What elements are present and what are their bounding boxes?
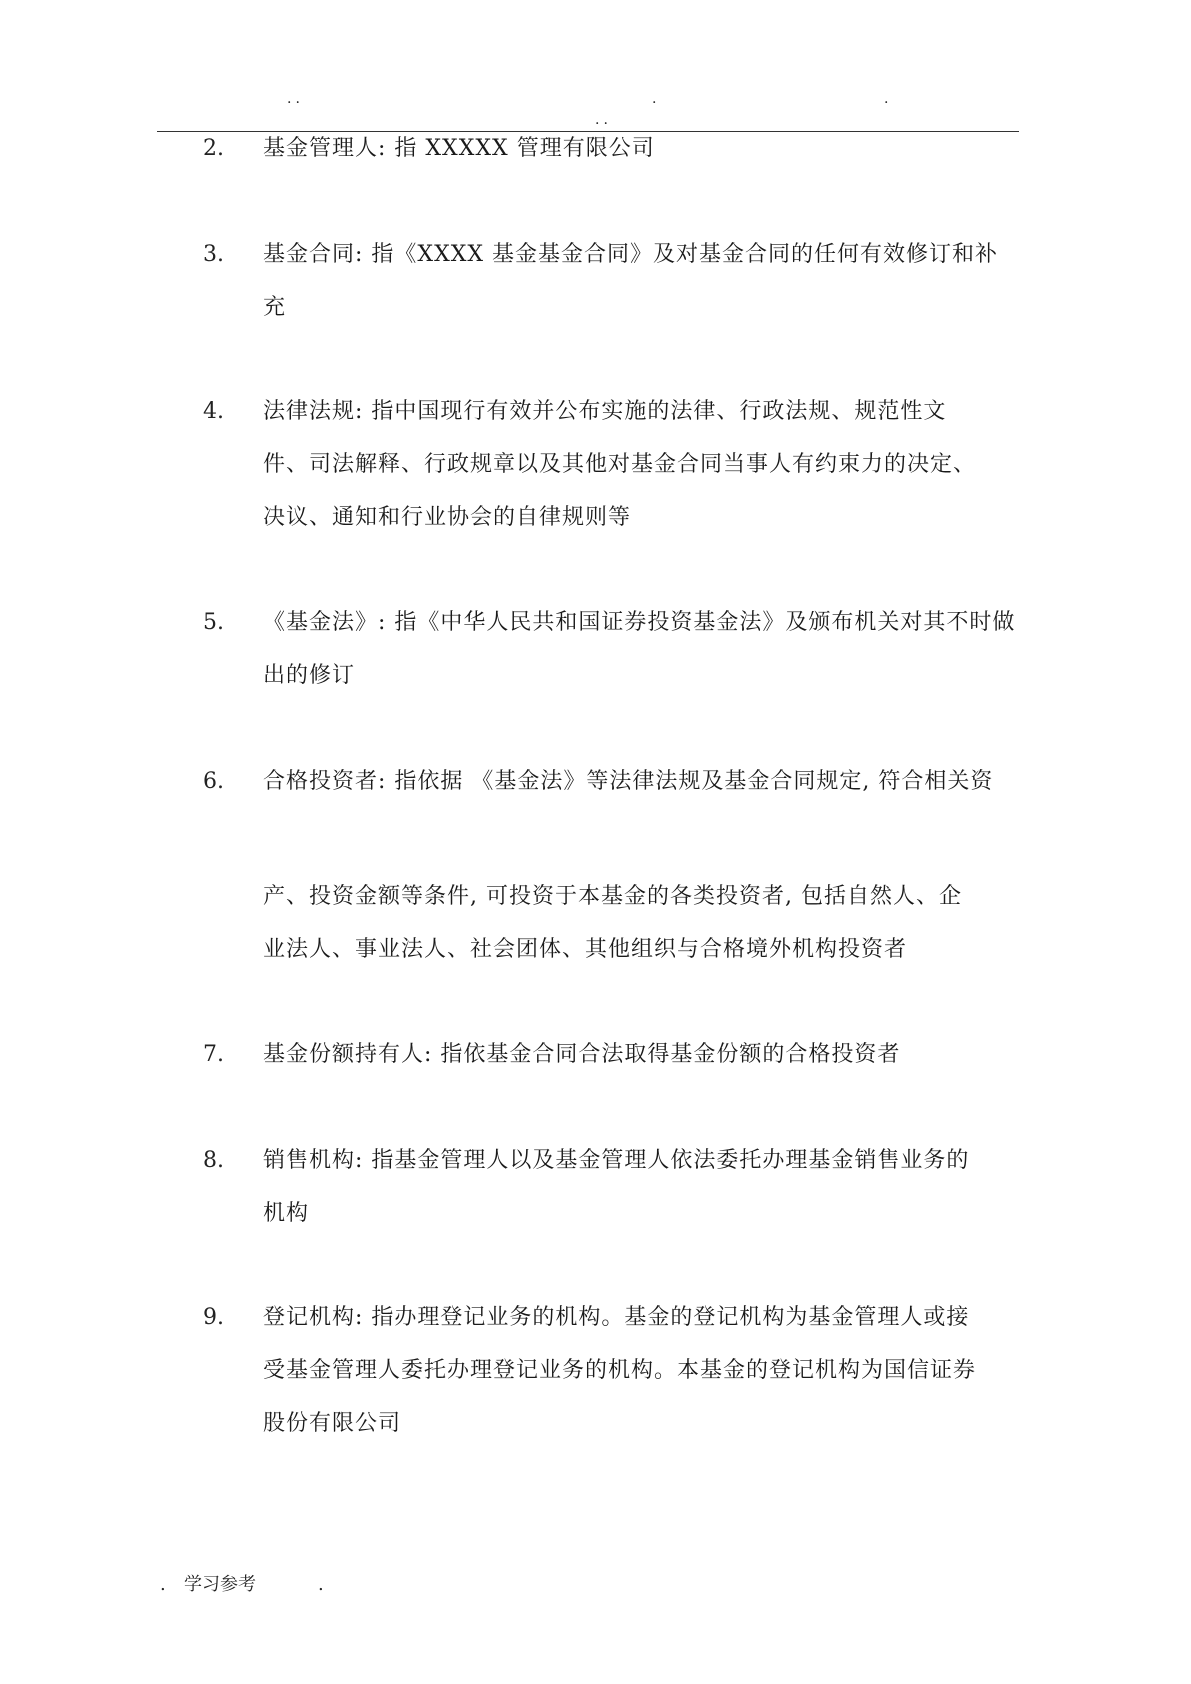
footer-label: 学习参考 <box>184 1574 256 1595</box>
item-line: 机构 <box>263 1201 310 1226</box>
item-number: 8. <box>203 1148 224 1173</box>
item-text <box>263 596 1025 702</box>
item-text <box>263 1134 1025 1240</box>
item-text <box>263 870 1025 976</box>
item-text <box>263 122 1025 175</box>
footer-dot-left: . <box>160 1574 166 1595</box>
item-line: 业法人、事业法人、社会团体、其他组织与合格境外机构投资者 <box>263 937 908 962</box>
footer-dot-right: . <box>318 1574 324 1595</box>
item-line: 法律法规: 指中国现行有效并公布实施的法律、行政法规、规范性文 <box>263 399 947 424</box>
item-line: 件、司法解释、行政规章以及其他对基金合同当事人有约束力的决定、 <box>263 452 977 477</box>
item-number: 2. <box>203 136 224 161</box>
item-number: 4. <box>203 399 224 424</box>
item-text <box>263 228 1025 334</box>
item-line: 股份有限公司 <box>263 1411 402 1436</box>
item-line: 受基金管理人委托办理登记业务的机构。本基金的登记机构为国信证券 <box>263 1358 977 1383</box>
item-number: 5. <box>203 610 224 635</box>
item-number: 6. <box>203 769 224 794</box>
item-text <box>263 1291 1025 1450</box>
item-line: 销售机构: 指基金管理人以及基金管理人依法委托办理基金销售业务的 <box>263 1148 970 1173</box>
item-number: 9. <box>203 1305 224 1330</box>
header-dots-left: .. <box>287 91 304 107</box>
item-line: 《基金法》: 指《中华人民共和国证券投资基金法》及颁布机关对其不时做 <box>263 610 1016 635</box>
item-line: 基金份额持有人: 指依基金合同合法取得基金份额的合格投资者 <box>263 1042 901 1067</box>
item-text <box>263 1028 1025 1081</box>
item-line: 充 <box>263 295 287 320</box>
item-text <box>263 385 1025 544</box>
item-line: 合格投资者: 指依据 《基金法》等法律法规及基金合同规定, 符合相关资 <box>263 769 994 794</box>
item-line: 决议、通知和行业协会的自律规则等 <box>263 505 632 530</box>
item-line: 登记机构: 指办理登记业务的机构。基金的登记机构为基金管理人或接 <box>263 1305 970 1330</box>
item-line: 出的修订 <box>263 663 356 688</box>
item-number: 7. <box>203 1042 224 1067</box>
header-dots-right: . <box>884 91 893 107</box>
header-dots-center-bottom: .. <box>595 112 612 128</box>
item-line: 产、投资金额等条件, 可投资于本基金的各类投资者, 包括自然人、企 <box>263 884 962 909</box>
header-dots-center-top: . <box>652 91 661 107</box>
item-line: 基金合同: 指《XXXX 基金基金合同》及对基金合同的任何有效修订和补 <box>263 242 999 267</box>
item-number: 3. <box>203 242 224 267</box>
item-text <box>263 755 1025 808</box>
item-line: 基金管理人: 指 XXXXX 管理有限公司 <box>263 136 655 161</box>
